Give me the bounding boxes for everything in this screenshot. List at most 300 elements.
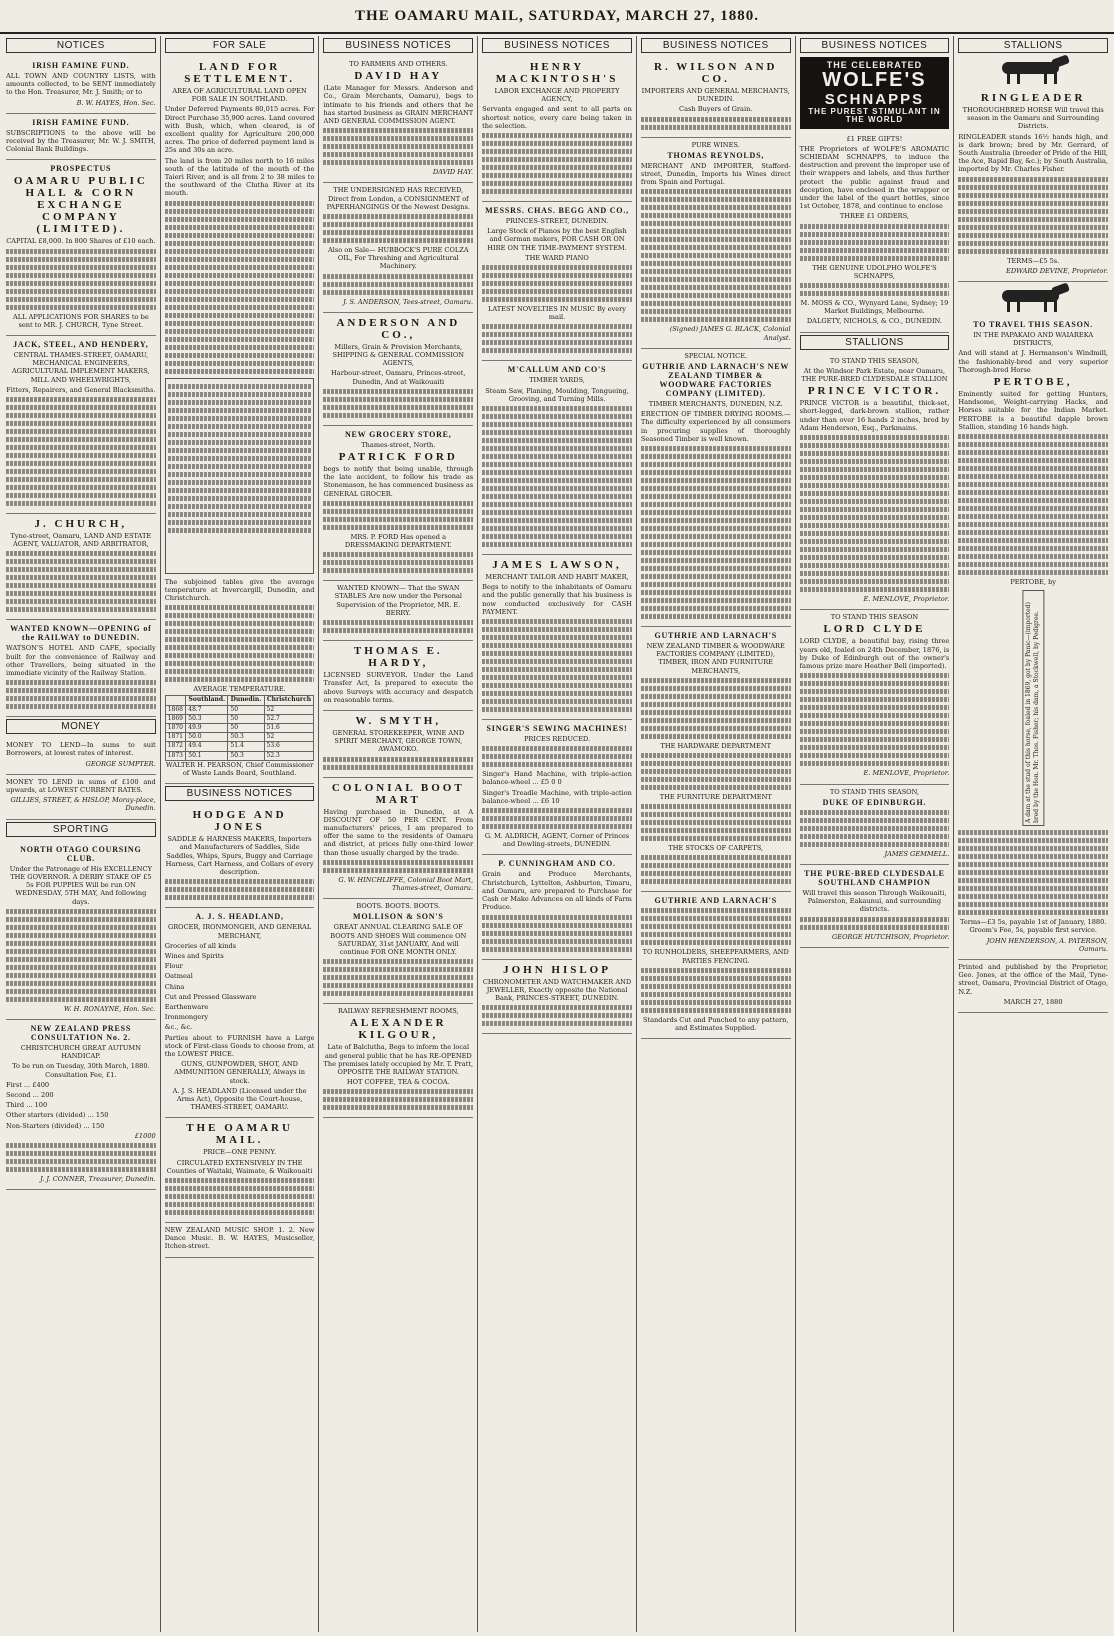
ad-title: ANDERSON AND CO., (336, 316, 461, 341)
table-cell: 51.4 (228, 742, 264, 751)
illegible-text-block (641, 446, 791, 619)
section-header-notices: NOTICES (6, 38, 156, 53)
illegible-text-block (323, 620, 473, 633)
ad-cunningham (482, 855, 632, 959)
ad-body: THE Proprietors of WOLFE'S AROMATIC SCHIEDAM SCHNAPPS, to induce the destruction and prevent the improper use of their wrappers and labels, and thus further protect the public against fraud and deception, have enclosed in the wrapper or under the label of the quart bottles, since 1st October, 1878, and continue to enclose (799, 144, 950, 211)
ad-signature: J. S. ANDERSON, Tees-street, Oamaru. (343, 297, 474, 306)
ad-signature: G. W. HINCHLIFFE, Colonial Boot Mart, Thames-street, Oamaru. (338, 875, 474, 892)
ad-signature: DAVID HAY. (432, 168, 474, 177)
illegible-text-block (482, 1005, 632, 1026)
illegible-text-block (165, 605, 315, 682)
illegible-text-block (6, 1143, 156, 1172)
ad-title: THE PURE-BRED CLYDESDALE SOUTHLAND CHAMPION (804, 868, 945, 887)
table-header (165, 696, 186, 705)
page-columns (0, 34, 1114, 1632)
ad-body: MONEY TO LEND—In sums to suit Borrowers, at lowest rates of interest. (6, 741, 156, 758)
ad-lawson (482, 555, 632, 720)
ad-body: LORD CLYDE, a beautiful bay, rising three years old, foaled on 24th December, 1876, is by Duke of Edinburgh out of the owner's famous prize mare Heather Bell (imported). (799, 637, 950, 671)
imprint-text: Printed and published by the Proprietor, Geo. Jones, at the office of the Mail, Tyne-street, Oamaru, Provincial District of Otago, N.Z. (958, 963, 1109, 996)
illegible-text-block (323, 128, 473, 165)
prize-line: Second ... 200 (6, 1090, 54, 1099)
ad-title: MESSRS. CHAS. BEGG AND CO., (485, 206, 629, 216)
ad-hot-drinks: HOT COFFEE, TEA & COCOA. (346, 1078, 450, 1087)
section-header-business: BUSINESS NOTICES (482, 38, 632, 53)
ad-body: Under the Patronage of His EXCELLENCY THE GOVERNOR. A DERBY STAKE OF £5 5s FOR PUPPIES Will be run ON WEDNESDAY, 5TH MAY, And following days. (9, 864, 152, 906)
ad-body: WANTED KNOWN— That the SWAN STABLES Are now under the Personal Supervision of the Proprietor, MR. E. BERRY. (334, 584, 463, 617)
illegible-text-block (323, 389, 473, 418)
illegible-text-block (165, 201, 315, 374)
ad-title: JACK, STEEL, AND HENDERY, (13, 340, 149, 350)
ad-title: LAND FOR SETTLEMENT. (184, 61, 295, 85)
ad-subtitle: OAMARU PUBLIC HALL & CORN EXCHANGE COMPANY (LIMITED). (13, 175, 148, 236)
schnapps-banner (800, 57, 950, 129)
ad-church (6, 514, 156, 620)
prize-line: Third ... 100 (6, 1101, 48, 1110)
prize-line: Non-Starters (divided) ... 150 (6, 1121, 105, 1130)
ad-subtitle: Thames-street, North. (361, 440, 436, 449)
ad-footnote: Standards Cut and Punched to any pattern, and Estimates Supplied. (642, 1015, 789, 1033)
imprint (958, 960, 1108, 1013)
section-header-money: MONEY (6, 719, 156, 734)
ad-boot-mart (323, 778, 473, 900)
illegible-text-block (800, 224, 950, 261)
illegible-text-block (6, 680, 156, 709)
section-header-for-sale: FOR SALE (165, 38, 315, 53)
illegible-text-block (641, 753, 791, 790)
ad-kicker: TO TRAVEL THIS SEASON. (973, 320, 1094, 330)
ad-subtitle: THOROUGHBRED HORSE Will travel this season in the Oamaru and Surrounding Districts. (962, 106, 1104, 131)
ad-subtitle: PRICE—ONE PENNY. (203, 1148, 277, 1157)
illegible-text-block (800, 810, 950, 847)
ad-subtitle: CENTRAL THAMES-STREET, OAMARU, MECHANICAL ENGINEERS, AGRICULTURAL IMPLEMENT MAKERS, MILL AND WHEELWRIGHTS, (12, 351, 150, 384)
ad-body: Grain and Produce Merchants, Christchurch, Lyttelton, Ashburton, Timaru, and Oamaru, are prepared to Purchase for Cash or Make Advances on all kinds of Farm Produce. (482, 870, 632, 912)
ad-orders: THREE £1 ORDERS, (839, 212, 910, 221)
table-cell: 50.0 (186, 733, 228, 742)
illegible-text-block (482, 265, 632, 302)
prize-total: £1000 (134, 1131, 156, 1140)
ad-body: CIRCULATED EXTENSIVELY IN THE Counties of Waitaki, Waimate, & Waikouaiti (166, 1158, 313, 1175)
ad-guthrie-1 (641, 349, 791, 627)
ad-body: Large Stock of Pianos by the best English and German makers, FOR CASH OR ON HIRE ON THE TIME-PAYMENT SYSTEM. (487, 227, 627, 252)
ad-prince-victor (800, 354, 950, 611)
illegible-text-block (800, 673, 950, 766)
ad-singer (482, 720, 632, 855)
table-cell: 1868 (165, 705, 186, 714)
ad-title: GUTHRIE AND LARNACH'S (654, 631, 778, 641)
ad-body: Steam Saw, Planing, Moulding, Tongueing, Grooving, and Turning Mills. (485, 386, 629, 403)
ad-body: CHRONOMETER AND WATCHMAKER AND JEWELLER, Exactly opposite the National Bank, PRINCES-STREET, DUNEDIN. (482, 977, 632, 1002)
ad-title: DAVID HAY (354, 70, 443, 83)
illegible-text-block (482, 746, 632, 767)
illegible-text-block (6, 397, 156, 506)
illegible-text-block (482, 324, 632, 353)
goods-item: Groceries of all kinds (164, 941, 237, 950)
ad-title: LORD CLYDE (823, 623, 926, 636)
ad-body: Servants engaged and sent to all parts on shortest notice, every care being taken in the selection. (482, 105, 632, 130)
illegible-text-block (482, 619, 632, 712)
ad-wilson (641, 57, 791, 138)
ad-kicker: £1 FREE GIFTS! (846, 134, 903, 143)
illegible-text-block (323, 214, 473, 243)
imprint-date: MARCH 27, 1880 (1003, 997, 1063, 1006)
illegible-text-block (958, 434, 1108, 575)
section-header-business: BUSINESS NOTICES (641, 38, 791, 53)
price-line: Singer's Treadle Machine, with triple-action balance-wheel ... £6 10 (482, 788, 632, 805)
illegible-text-block (482, 406, 632, 547)
ad-title: R. WILSON AND CO. (654, 61, 778, 85)
ad-mollison (323, 899, 473, 1004)
ad-title: PERTOBE, (993, 376, 1073, 389)
ad-reynolds (641, 138, 791, 349)
table-cell: 50 (228, 714, 264, 723)
ad-kicker: TO FARMERS AND OTHERS. (349, 60, 448, 68)
illegible-text-block (641, 189, 791, 322)
ad-body: LICENSED SURVEYOR. Under the Land Transfer Act, Is prepared to execute the above Surveys with accuracy and despatch on reasonable terms. (323, 671, 474, 704)
table-cell: 49.4 (186, 742, 228, 751)
ad-mccallum (482, 361, 632, 555)
illegible-text-block (6, 551, 156, 612)
ad-title: JOHN HISLOP (503, 963, 611, 976)
table-cell: 50.1 (186, 751, 228, 760)
illegible-text-block (323, 959, 473, 996)
ad-signature: E. MENLOVE, Proprietor. (863, 595, 950, 604)
ad-irish-famine-1 (6, 57, 156, 114)
ad-david-hay (323, 57, 473, 183)
ad-grocery-store (323, 426, 473, 581)
ad-kilgour (323, 1004, 473, 1118)
ad-signature: WALTER H. PEARSON, Chief Commissioner of Waste Lands Board, Southland. (165, 760, 314, 778)
ad-title: WANTED KNOWN—OPENING of the RAILWAY to DUNEDIN. (10, 624, 152, 643)
ad-oamaru-mail (165, 1118, 315, 1223)
ad-subtitle: TIMBER YARDS, (529, 376, 585, 385)
column-7 (954, 36, 1112, 1632)
ad-genuine: THE GENUINE UDOLPHO WOLFE'S SCHNAPPS, (812, 263, 937, 280)
ad-subtitle: At the Windsor Park Estate, near Oamaru, THE PURE-BRED CLYDESDALE STALLION (801, 366, 948, 384)
ad-guns: GUNS, GUNPOWDER, SHOT, AND AMMUNITION GENERALLY, Always in stock. (174, 1060, 306, 1085)
ad-hodge-jones (165, 805, 315, 908)
table-cell: 50.3 (228, 751, 264, 760)
ad-title: RINGLEADER (980, 92, 1086, 104)
ad-schnapps (800, 132, 950, 333)
ad-signature: (Signed) JAMES G. BLACK, Colonial Analyst. (669, 325, 791, 342)
ad-terms: TERMS—£5 5s. (1007, 256, 1060, 265)
illegible-text-block (323, 757, 473, 770)
ad-apply: ALL APPLICATIONS FOR SHARES to be sent to MR. J. CHURCH, Tyne Street. (12, 312, 149, 329)
ad-body: Having purchased in Dunedin, at A DISCOUNT OF 50 PER CENT. From manufacturers' prices, I am prepared to offer the same to the residents of Oamaru and district, at prices fully one-third lower than those usually charged by the trade. (323, 807, 474, 857)
prize-line: Other starters (divided) ... 150 (6, 1111, 109, 1120)
illegible-text-block (800, 917, 950, 930)
ad-signature: E. MENLOVE, Proprietor. (863, 769, 950, 778)
table-row (165, 705, 314, 714)
ad-guthrie-2 (641, 627, 791, 892)
goods-item: Wines and Spirits (164, 951, 224, 960)
ad-body-2: Eminently suited for getting Hunters, Handsome, Weight-carrying Hacks, and Horses suitable for the Indian Market. PERTOBE is a beautiful dapple brown Stallion, standing 16 hands high. (958, 390, 1109, 431)
ad-signature: JOHN HENDERSON, A. PATERSON, Oamaru. (986, 936, 1109, 953)
illegible-text-block (165, 879, 315, 900)
ad-body: Fitters, Repairers, and General Blacksmiths. (6, 385, 156, 394)
ad-body: Cash Buyers of Grain. (679, 105, 753, 114)
ad-kicker: TO RUNHOLDERS, SHEEPFARMERS, AND PARTIES FENCING. (642, 948, 789, 965)
ad-title: NORTH OTAGO COURSING CLUB. (20, 844, 142, 863)
table-header-row (165, 696, 314, 705)
illegible-text-block (641, 968, 791, 1013)
illegible-text-block (641, 855, 791, 884)
ad-body: NEW ZEALAND MUSIC SHOP. 1. 2. New Dance Music. B. W. HAYES, Musicseller, Itchen-street. (164, 1225, 315, 1251)
ad-novelties: LATEST NOVELTIES IN MUSIC By every mail. (488, 305, 627, 322)
ad-money-1 (6, 738, 156, 775)
ad-body: WATSON'S HOTEL AND CAFE, specially built for the convenience of Railway and other Travellers, being situated in the immediate vicinity of the Railway Station. (6, 644, 156, 678)
section-header-sporting: SPORTING (6, 822, 156, 837)
ad-kicker: THE FURNITURE DEPARTMENT (659, 793, 772, 802)
illegible-text-block (641, 678, 791, 739)
ad-title: A. J. S. HEADLAND, (195, 912, 284, 922)
column-3 (319, 36, 478, 1632)
ad-swan-stables (323, 581, 473, 641)
ad-body: (Late Manager for Messrs. Anderson and Co., Grain Merchants, Oamaru), begs to intimate to his friends and others that he has started business as GRAIN MERCHANT AND GENERAL COMMISSION AGENT. (323, 84, 474, 126)
illegible-text-block (323, 1089, 473, 1110)
ad-kicker: THE HARDWARE DEPARTMENT (660, 741, 772, 750)
ad-agent: M. MOSS & CO., Wynyard Lane, Sydney; 19 Market Buildings, Melbourne. (800, 299, 949, 316)
table-cell: 1870 (165, 724, 186, 733)
ad-southland-champion (800, 865, 950, 948)
ad-signature: G. M. ALDRICH, AGENT, Corner of Princes and Dowling-streets, DUNEDIN. (484, 832, 630, 849)
ad-dressmaking: MRS. P. FORD Has opened a DRESSMAKING DEPARTMENT. (344, 532, 452, 550)
ad-body: ALL TOWN AND COUNTRY LISTS, with amounts collected, to be SENT immediately to the Hon. Treasurer, Mr. J. Smith; or to (6, 72, 156, 97)
ad-body: PRINCE VICTOR is a beautiful, thick-set, short-legged, dark-brown stallion, rather under than over 16 hands 2 inches, bred by Adam Henderson, Esq., Parkmains. (799, 399, 950, 432)
ad-subtitle: IMPORTERS AND GENERAL MERCHANTS, DUNEDIN. (641, 87, 790, 104)
ad-subtitle: NEW ZEALAND TIMBER & WOODWARE FACTORIES COMPANY (LIMITED), TIMBER, IRON AND FURNITURE MERCHANTS, (646, 642, 785, 675)
ad-title: HENRY MACKINTOSH'S (495, 61, 619, 85)
ad-signature: GILLIES, STREET, & HISLOP, Moray-place, Dunedin. (10, 796, 156, 813)
illegible-text-block (641, 804, 791, 841)
ad-mackintosh (482, 57, 632, 202)
table-cell: 1869 (165, 714, 186, 723)
ad-body: GENERAL STOREKEEPER, WINE AND SPIRIT MERCHANT, GEORGE TOWN, AWAMOKO. (332, 728, 465, 754)
section-header-stallions: STALLIONS (800, 335, 950, 350)
illegible-text-block (323, 860, 473, 873)
table-row (165, 724, 314, 733)
table-cell: 52 (264, 733, 314, 742)
ad-subtitle: IN THE PAPAKAIO AND WAIAREKA DISTRICTS, (973, 331, 1094, 348)
table-header: Dunedin. (228, 696, 264, 705)
ad-irish-famine-2 (6, 114, 156, 161)
table-cell: 48.7 (186, 705, 228, 714)
ad-capital: CAPITAL £8,000. In 800 Shares of £10 each. (6, 237, 156, 246)
ad-title: MOLLISON & SON'S (353, 912, 444, 922)
ad-body: SUBSCRIPTIONS to the above will be received by the Treasurer, Mr. W. J. SMITH, Colonial Bank Buildings. (6, 128, 156, 154)
ad-wanted-known (6, 620, 156, 717)
ad-kicker: TO STAND THIS SEASON, (829, 787, 920, 796)
ad-chas-begg (482, 202, 632, 361)
price-line: Singer's Hand Machine, with triple-action balance-wheel ... £5 0 0 (482, 770, 632, 787)
illegible-text-block (323, 501, 473, 530)
ad-pertobe (958, 316, 1108, 960)
column-1 (2, 36, 161, 1632)
ad-duke-edinburgh (800, 785, 950, 865)
table-cell: 53.6 (264, 742, 314, 751)
goods-item: Flour (164, 962, 183, 971)
section-header-business: BUSINESS NOTICES (323, 38, 473, 53)
table-header: Christchurch (264, 696, 314, 705)
goods-item: China (164, 982, 185, 991)
ad-body: To be run on Tuesday, 30th March, 1880. Consultation Fee, £1. (12, 1062, 150, 1079)
table-cell: 1873 (165, 751, 186, 760)
ad-title: IRISH FAMINE FUND. (32, 117, 130, 127)
illegible-text-block (168, 384, 312, 533)
ad-body: Millers, Grain & Provision Merchants, SHIPPING & GENERAL COMMISSION AGENTS, (332, 342, 465, 368)
horse-illustration (981, 285, 1086, 313)
illegible-text-block (958, 177, 1108, 254)
ad-headland (165, 908, 315, 1118)
ad-kicker: BOOTS. BOOTS. BOOTS. (356, 902, 441, 911)
ad-title: SINGER'S SEWING MACHINES! (486, 724, 628, 734)
ad-signature: DALGETY, NICHOLS, & CO., DUNEDIN. (806, 317, 942, 326)
ad-title: GUTHRIE AND LARNACH'S (654, 896, 778, 906)
ad-subtitle: GROCER, IRONMONGER, AND GENERAL MERCHANT, (167, 923, 312, 940)
goods-item: Earthenware (164, 1002, 209, 1011)
illegible-text-block (800, 435, 950, 592)
ad-title: DUKE OF EDINBURGH. (822, 797, 927, 807)
ad-body: Under Deferred Payments 80,015 acres. For Direct Purchase 35,900 acres. Land covered with Bush, which, when cleared, is of excellent quality for Agriculture 200,000 acres. The price of deferred payment land is 25s and 30s an acre. (164, 105, 315, 155)
ad-title: HODGE AND JONES (192, 809, 287, 834)
temperature-table (165, 695, 315, 760)
table-note: The subjoined tables give the average temperature at Invercargill, Dunedin, and Christchurch. (164, 577, 315, 603)
ad-hislop (482, 960, 632, 1035)
masthead-title: THE OAMARU MAIL, SATURDAY, MARCH 27, 1880. (355, 7, 759, 24)
ad-signature: W. H. RONAYNE, Hon. Sec. (63, 1004, 156, 1013)
ad-subtitle: MERCHANT TAILOR AND HABIT MAKER, (485, 573, 629, 582)
ad-press-consultation (6, 1020, 156, 1190)
table-title: AVERAGE TEMPERATURE. (193, 685, 286, 694)
ad-title: PRINCE VICTOR. (807, 385, 942, 398)
goods-item: Cut and Pressed Glassware (164, 992, 257, 1001)
ad-name: PATRICK FORD (338, 451, 458, 464)
ad-prospectus (6, 160, 156, 336)
ad-kicker: RAILWAY REFRESHMENT ROOMS, (337, 1007, 459, 1016)
table-cell: 51.6 (264, 724, 314, 733)
column-4 (478, 36, 637, 1632)
table-cell: 49.9 (186, 724, 228, 733)
illegible-text-block (641, 117, 791, 130)
ad-anderson-co (323, 313, 473, 426)
illegible-text-block (6, 909, 156, 1002)
table-cell: 52.3 (264, 751, 314, 760)
table-cell: 50.3 (186, 714, 228, 723)
ad-body: MERCHANT AND IMPORTER, Stafford-street, Dunedin, Imports his Wines direct from Spain and Portugal. (640, 161, 791, 187)
ad-signature: EDWARD DEVINE, Proprietor. (1006, 266, 1109, 275)
ad-subtitle: CHRISTCHURCH GREAT AUTUMN HANDICAP. (20, 1043, 141, 1061)
ad-signature: JAMES GEMMELL. (884, 849, 950, 858)
ad-land-settlement (165, 57, 315, 784)
ad-body: Parties about to FURNISH have a Large stock of First-class Goods to choose from, at the LOWEST PRICE. (164, 1033, 315, 1058)
ad-title: W. SMYTH, (355, 714, 442, 727)
table-cell: 50 (228, 724, 264, 733)
table-cell: 50.3 (228, 733, 264, 742)
table-row (165, 742, 314, 751)
ad-title: P. CUNNINGHAM AND CO. (498, 859, 616, 869)
horse-illustration (981, 57, 1086, 85)
ad-colza: Also on Sale— HUBBOCK'S PURE COLZA OIL, For Threshing and Agricultural Machinery. (327, 246, 469, 271)
illegible-text-block (165, 1178, 315, 1215)
ad-title: NEW GROCERY STORE, (344, 429, 452, 439)
banner-line: SCHNAPPS (824, 91, 925, 109)
goods-item: &c., &c. (164, 1023, 193, 1032)
ad-subtitle: TIMBER MERCHANTS, DUNEDIN, N.Z. (648, 400, 783, 409)
table-header: Southland. (186, 696, 228, 705)
ad-subtitle: AREA OF AGRICULTURAL LAND OPEN FOR SALE IN SOUTHLAND. (172, 87, 307, 104)
table-row (165, 733, 314, 742)
ad-kicker: PURE WINES. (691, 140, 740, 149)
pedigree-table: A dam at the stud of this horse, foaled in 1869, got by Panic—(imported) bred by the Hon. Mr. Thos. Fisher; his dam, a Stockwell, by Pedigree. (1022, 590, 1044, 826)
illegible-text-block (958, 830, 1108, 915)
ad-subtitle: LABOR EXCHANGE AND PROPERTY AGENCY, (494, 87, 620, 104)
ad-terms: Terms—£3 5s, payable 1st of January, 1880. Groom's Fee, 5s, payable first service. (959, 918, 1107, 935)
ad-paperhangings (323, 183, 473, 312)
column-5 (637, 36, 796, 1632)
ad-title: IRISH FAMINE FUND. (32, 61, 130, 70)
table-cell: 50 (228, 705, 264, 714)
ad-subtitle: PRICES REDUCED. (523, 735, 591, 744)
ad-hardy (323, 641, 473, 711)
ad-title: PROSPECTUS (50, 164, 112, 174)
ad-body: MONEY TO LEND in sums of £100 and upwards, at LOWEST CURRENT RATES. (6, 777, 156, 795)
banner-line: THE PUREST STIMULANT IN THE WORLD (808, 107, 941, 125)
ad-body: THE UNDERSIGNED HAS RECEIVED, Direct from London, a CONSIGNMENT of PAPERHANGINGS Of the Newest Designs. (326, 186, 471, 211)
illegible-text-block (323, 274, 473, 295)
ad-body-2: The land is from 20 miles north to 16 miles south of the latitude of the mouth of the Taieri River, and is all from 2 to 38 miles to the southward of the Clutha River at its mouth. (164, 156, 315, 198)
goods-item: Ironmongery (164, 1013, 209, 1022)
ad-pedigree-title: PERTOBE, by (1010, 578, 1057, 587)
masthead (0, 0, 1114, 34)
ad-signature: J. J. CONNER, Treasurer, Dunedin. (40, 1174, 156, 1183)
table-cell: 52.7 (264, 714, 314, 723)
ad-subtitle: PRINCES-STREET, DUNEDIN. (505, 217, 609, 226)
ad-ward-piano: THE WARD PIANO (525, 253, 589, 262)
table-row (165, 714, 314, 723)
column-2 (161, 36, 320, 1632)
illegible-text-block (482, 133, 632, 194)
goods-item: Oatmeal (164, 972, 193, 981)
ad-title: M'CALLUM AND CO'S (507, 365, 607, 375)
ad-signature: GEORGE SUMPTER. (85, 759, 156, 768)
illegible-text-block (6, 249, 156, 310)
ad-body: begs to notify that being unable, through the late accident, to follow his trade as Stonemason, he has commenced business as GENERAL GROCER. (323, 465, 474, 498)
ad-title: THE OAMARU MAIL. (186, 1122, 293, 1147)
ad-title: THOMAS E. HARDY, (353, 645, 443, 670)
ad-subtitle: Tyne-street, Oamaru, LAND AND ESTATE AGENT, VALUATOR, AND ARBITRATOR, (10, 532, 152, 549)
ad-title: COLONIAL BOOT MART (331, 781, 465, 806)
ad-kicker: THE STOCKS OF CARPETS, (668, 844, 764, 853)
ad-smyth (323, 711, 473, 778)
illegible-text-block (800, 283, 950, 296)
ad-body: Begs to notify to the inhabitants of Oamaru and the public generally that his business is now conducted exclusively for CASH PAYMENT. (482, 583, 632, 616)
table-cell: 1872 (165, 742, 186, 751)
banner-line: WOLFE'S (822, 69, 927, 92)
ad-music-shop (165, 1223, 315, 1258)
illegible-text-block (641, 908, 791, 945)
ad-title: J. CHURCH, (34, 518, 128, 531)
ad-body: SADDLE & HARNESS MAKERS, Importers and Manufacturers of Saddles, Side Saddles, Whips, Spurs, Buggy and Carriage Harness, Cart Harness, and Collars of every description. (165, 835, 314, 877)
illegible-text-block (482, 808, 632, 829)
ad-title: JAMES LAWSON, (492, 559, 622, 572)
prize-line: First ... £400 (6, 1080, 50, 1089)
section-header-stallions: STALLIONS (958, 38, 1108, 53)
ad-body: Will travel this season Through Waikouaiti, Palmerston, Eakaunui, and surrounding districts. (802, 888, 947, 914)
ad-coursing-club (6, 841, 156, 1020)
table-cell: 52 (264, 705, 314, 714)
ad-title: NEW ZEALAND PRESS CONSULTATION No. 2. (30, 1023, 132, 1042)
section-header-business: BUSINESS NOTICES (800, 38, 950, 53)
